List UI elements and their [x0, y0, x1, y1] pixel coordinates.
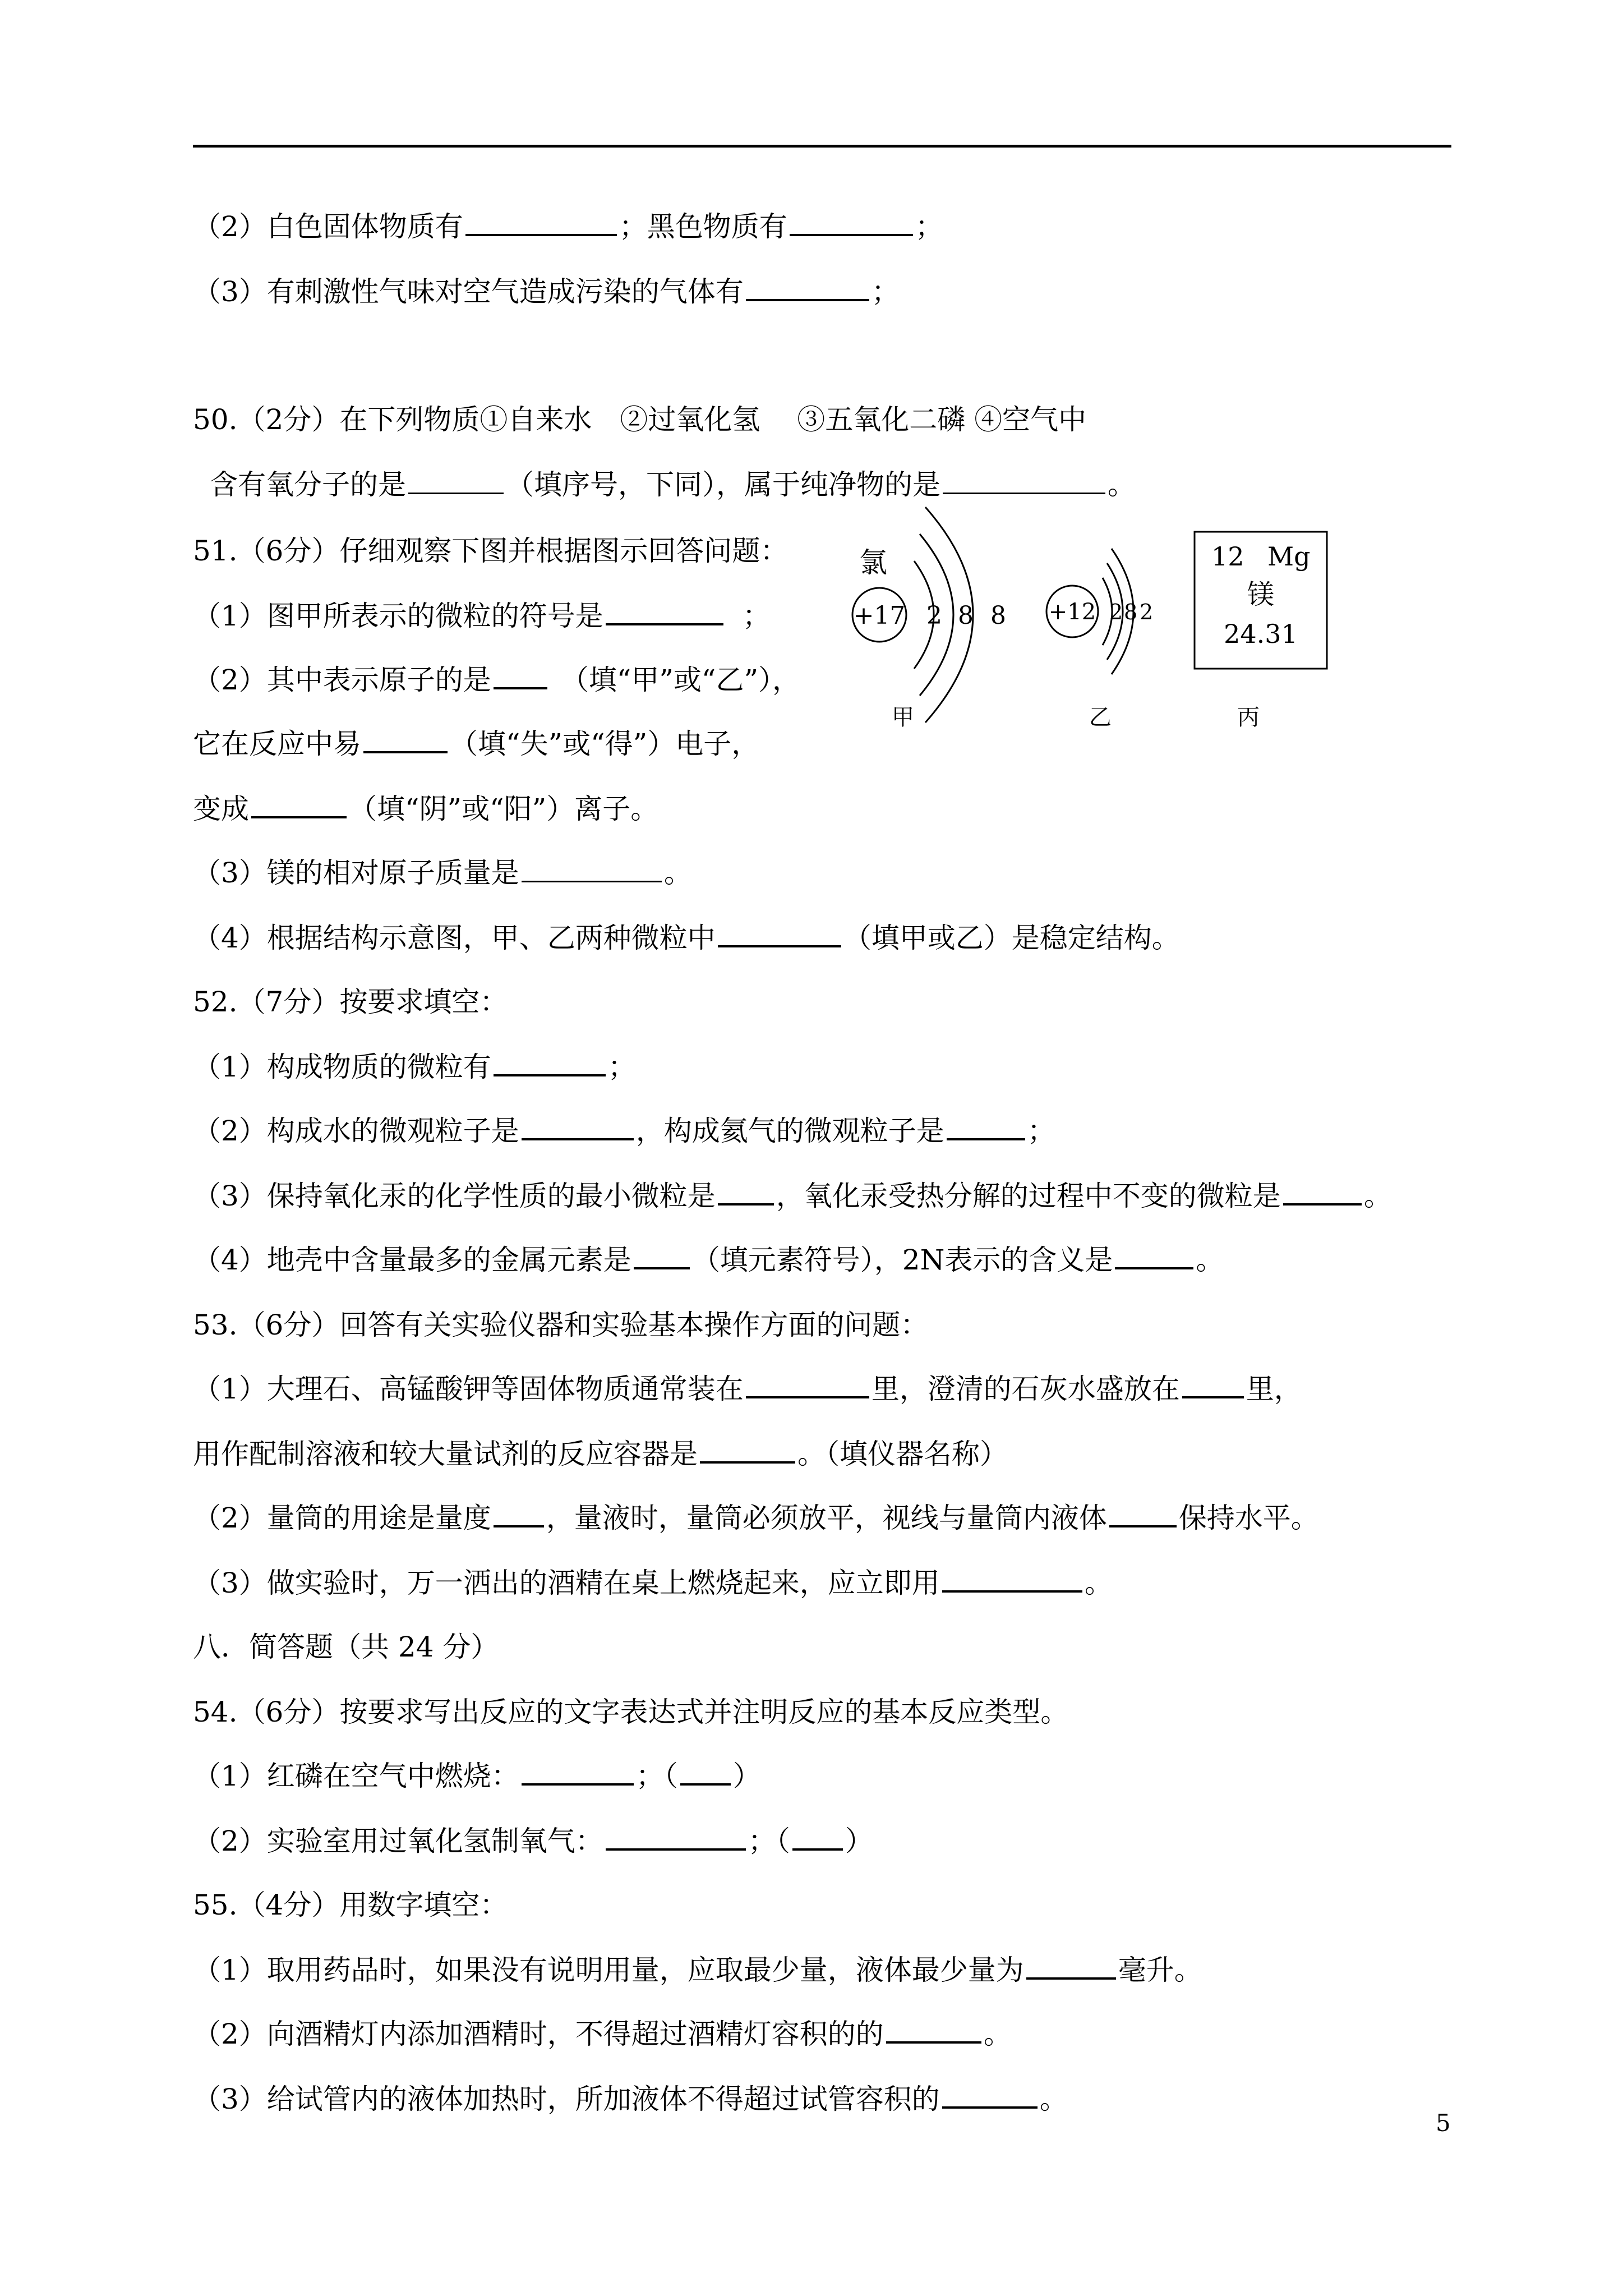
answer-blank[interactable] — [746, 1372, 869, 1398]
text: （填“阴”或“阳”）离子。 — [349, 793, 659, 825]
q54-title: 54.（6分）按要求写出反应的文字表达式并注明反应的基本反应类型。 — [193, 1696, 1069, 1728]
mg-nucleus-charge: +12 — [1048, 599, 1096, 625]
answer-blank[interactable] — [718, 1179, 774, 1205]
chlorine-shell-3-electrons: 8 — [990, 601, 1006, 630]
q55-line-1 — [193, 1952, 1202, 1988]
text: （4）根据结构示意图，甲、乙两种微粒中 — [193, 922, 716, 954]
mg-shell-2-electrons: 8 — [1124, 600, 1138, 624]
q51-title: 51.（6分）仔细观察下图并根据图示回答问题： — [193, 535, 789, 567]
text: （2）向酒精灯内添加酒精时，不得超过酒精灯容积的的 — [193, 2018, 884, 2050]
q53-line-3 — [193, 1500, 1319, 1536]
q53-line-2 — [193, 1436, 1008, 1472]
answer-blank[interactable] — [700, 1437, 795, 1464]
element-symbol: Mg — [1267, 541, 1311, 572]
text: ，构成氦气的微观粒子是 — [635, 1115, 944, 1147]
answer-blank[interactable] — [792, 1824, 843, 1851]
text: ；（ — [635, 1760, 678, 1792]
answer-blank[interactable] — [942, 2082, 1038, 2109]
text: （1）大理石、高锰酸钾等固体物质通常装在 — [193, 1373, 744, 1405]
q51-line-2 — [193, 662, 800, 698]
answer-blank[interactable] — [465, 209, 617, 236]
text: （3）有刺激性气味对空气造成污染的气体有 — [193, 275, 744, 308]
text: 保持水平。 — [1178, 1502, 1319, 1534]
answer-blank[interactable] — [790, 209, 913, 236]
q53-line-1 — [193, 1371, 1302, 1407]
text: ，氧化汞受热分解的过程中不变的微粒是 — [776, 1180, 1281, 1212]
q55-line-2 — [193, 2016, 1012, 2052]
label-jia: 甲 — [892, 705, 914, 730]
q52-line-4 — [193, 1242, 1224, 1278]
q51-line-6 — [193, 920, 1180, 956]
text: 。 — [1196, 1244, 1224, 1276]
text: ） — [845, 1825, 873, 1857]
answer-blank[interactable] — [942, 1566, 1082, 1593]
q51-line-4 — [193, 791, 658, 827]
text: （填“失”或“得”）电子， — [450, 728, 760, 760]
q52-line-2 — [193, 1113, 1055, 1149]
text: （1）构成物质的微粒有 — [193, 1051, 491, 1083]
text: 它在反应中易 — [193, 728, 361, 760]
chlorine-shell-2-electrons: 8 — [958, 601, 974, 630]
answer-blank[interactable] — [363, 726, 448, 753]
q55-title: 55.（4分）用数字填空： — [193, 1889, 508, 1921]
q49-line-2 — [193, 209, 943, 245]
text: （3）给试管内的液体加热时，所加液体不得超过试管容积的 — [193, 2083, 940, 2115]
chlorine-label: 氯 — [859, 546, 887, 579]
page-number: 5 — [1436, 2109, 1451, 2137]
answer-blank[interactable] — [634, 1243, 690, 1269]
answer-blank[interactable] — [494, 662, 547, 689]
text: 。 — [1363, 1180, 1392, 1212]
label-yi: 乙 — [1089, 705, 1112, 730]
element-atomic-number: 12 — [1211, 541, 1244, 572]
answer-blank[interactable] — [522, 1114, 634, 1140]
text: ；（ — [748, 1825, 790, 1857]
section-8-heading: 八．简答题（共 24 分） — [193, 1631, 499, 1663]
text: （填“甲”或“乙”）， — [560, 664, 801, 696]
text: 。 — [1039, 2083, 1068, 2115]
q52-title: 52.（7分）按要求填空： — [193, 986, 508, 1018]
chlorine-structure — [852, 507, 1006, 730]
q54-line-1 — [193, 1758, 761, 1794]
text: 里， — [1246, 1373, 1302, 1405]
answer-blank[interactable] — [408, 468, 504, 494]
text: （2）实验室用过氧化氢制氧气： — [193, 1825, 603, 1857]
chlorine-shell-1-electrons: 2 — [926, 601, 942, 630]
text: 用作配制溶液和较大量试剂的反应容器是 — [193, 1438, 698, 1470]
text: （填甲或乙）是稳定结构。 — [843, 922, 1180, 954]
mg-shell-3-electrons: 2 — [1140, 600, 1154, 624]
magnesium-structure — [1046, 549, 1153, 730]
q55-line-3 — [193, 2081, 1068, 2117]
text: 变成 — [193, 793, 249, 825]
text: 毫升。 — [1118, 1954, 1202, 1986]
answer-blank[interactable] — [947, 1114, 1025, 1140]
answer-blank[interactable] — [522, 856, 662, 882]
answer-blank[interactable] — [251, 792, 347, 818]
q53-title: 53.（6分）回答有关实验仪器和实验基本操作方面的问题： — [193, 1309, 929, 1341]
answer-blank[interactable] — [494, 1050, 606, 1076]
text: （填元素符号），2N表示的含义是 — [691, 1244, 1113, 1276]
answer-blank[interactable] — [606, 599, 723, 625]
answer-blank[interactable] — [606, 1824, 746, 1851]
answer-blank[interactable] — [886, 2017, 981, 2044]
text: （3）镁的相对原子质量是 — [193, 857, 519, 889]
q50-title: 50.（2分）在下列物质①自来水 ②过氧化氢 ③五氧化二磷 ④空气中 — [193, 403, 1087, 436]
q53-line-4 — [193, 1565, 1113, 1601]
text: （1）取用药品时，如果没有说明用量，应取最少量，液体最少量为 — [193, 1954, 1024, 1986]
q51-line-5 — [193, 855, 692, 891]
answer-blank[interactable] — [1115, 1243, 1193, 1269]
answer-blank[interactable] — [746, 274, 869, 301]
q52-line-1 — [193, 1049, 636, 1085]
text: （2）量筒的用途是量度 — [193, 1502, 491, 1534]
q50-line-2 — [210, 467, 1136, 503]
element-atomic-mass: 24.31 — [1224, 619, 1298, 649]
chlorine-nucleus-charge: +17 — [853, 601, 906, 630]
text: （4）地壳中含量最多的金属元素是 — [193, 1244, 631, 1276]
q49-line-3 — [193, 274, 900, 310]
element-name: 镁 — [1247, 579, 1275, 610]
atom-structure-diagram — [830, 505, 1335, 740]
q51-line-1 — [193, 598, 771, 634]
text: （2）其中表示原子的是 — [193, 664, 491, 696]
text: ，量液时，量筒必须放平，视线与量筒内液体 — [546, 1502, 1107, 1534]
text: ； — [1027, 1115, 1055, 1147]
text: （填序号，下同），属于纯净物的是 — [506, 468, 940, 501]
text: ； — [915, 210, 943, 243]
answer-blank[interactable] — [1182, 1372, 1244, 1398]
answer-blank[interactable] — [1026, 1953, 1116, 1980]
q51-line-3 — [193, 726, 759, 762]
answer-blank[interactable] — [1109, 1501, 1177, 1527]
answer-blank[interactable] — [522, 1759, 634, 1786]
mg-shell-1-electrons: 2 — [1109, 600, 1123, 624]
text: （1）图甲所表示的微粒的符号是 — [193, 600, 603, 632]
text: 。 — [663, 857, 692, 889]
text: 含有氧分子的是 — [210, 468, 406, 501]
text: 。（填仪器名称） — [797, 1438, 1008, 1470]
text: （3）保持氧化汞的化学性质的最小微粒是 — [193, 1180, 716, 1212]
text: 。 — [1084, 1567, 1113, 1599]
answer-blank[interactable] — [680, 1759, 731, 1786]
text: ； — [871, 275, 900, 308]
answer-blank[interactable] — [943, 468, 1105, 494]
answer-blank[interactable] — [1283, 1179, 1362, 1205]
q52-line-3 — [193, 1178, 1392, 1214]
header-rule — [193, 145, 1451, 148]
text: ； — [607, 1051, 636, 1083]
text: 里，澄清的石灰水盛放在 — [871, 1373, 1180, 1405]
answer-blank[interactable] — [494, 1501, 544, 1527]
text: 。 — [983, 2018, 1012, 2050]
text: 。 — [1108, 468, 1136, 501]
text: （2）白色固体物质有 — [193, 210, 463, 243]
q54-line-2 — [193, 1823, 873, 1859]
text: ； — [742, 600, 771, 632]
text: （1）红磷在空气中燃烧： — [193, 1760, 519, 1792]
label-bing: 丙 — [1237, 705, 1260, 730]
answer-blank[interactable] — [718, 921, 841, 947]
text: （3）做实验时，万一洒出的酒精在桌上燃烧起来，应立即用 — [193, 1567, 940, 1599]
text: （2）构成水的微观粒子是 — [193, 1115, 519, 1147]
text: ；黑色物质有 — [619, 210, 787, 243]
element-card — [1195, 532, 1327, 730]
text: ） — [732, 1760, 761, 1792]
